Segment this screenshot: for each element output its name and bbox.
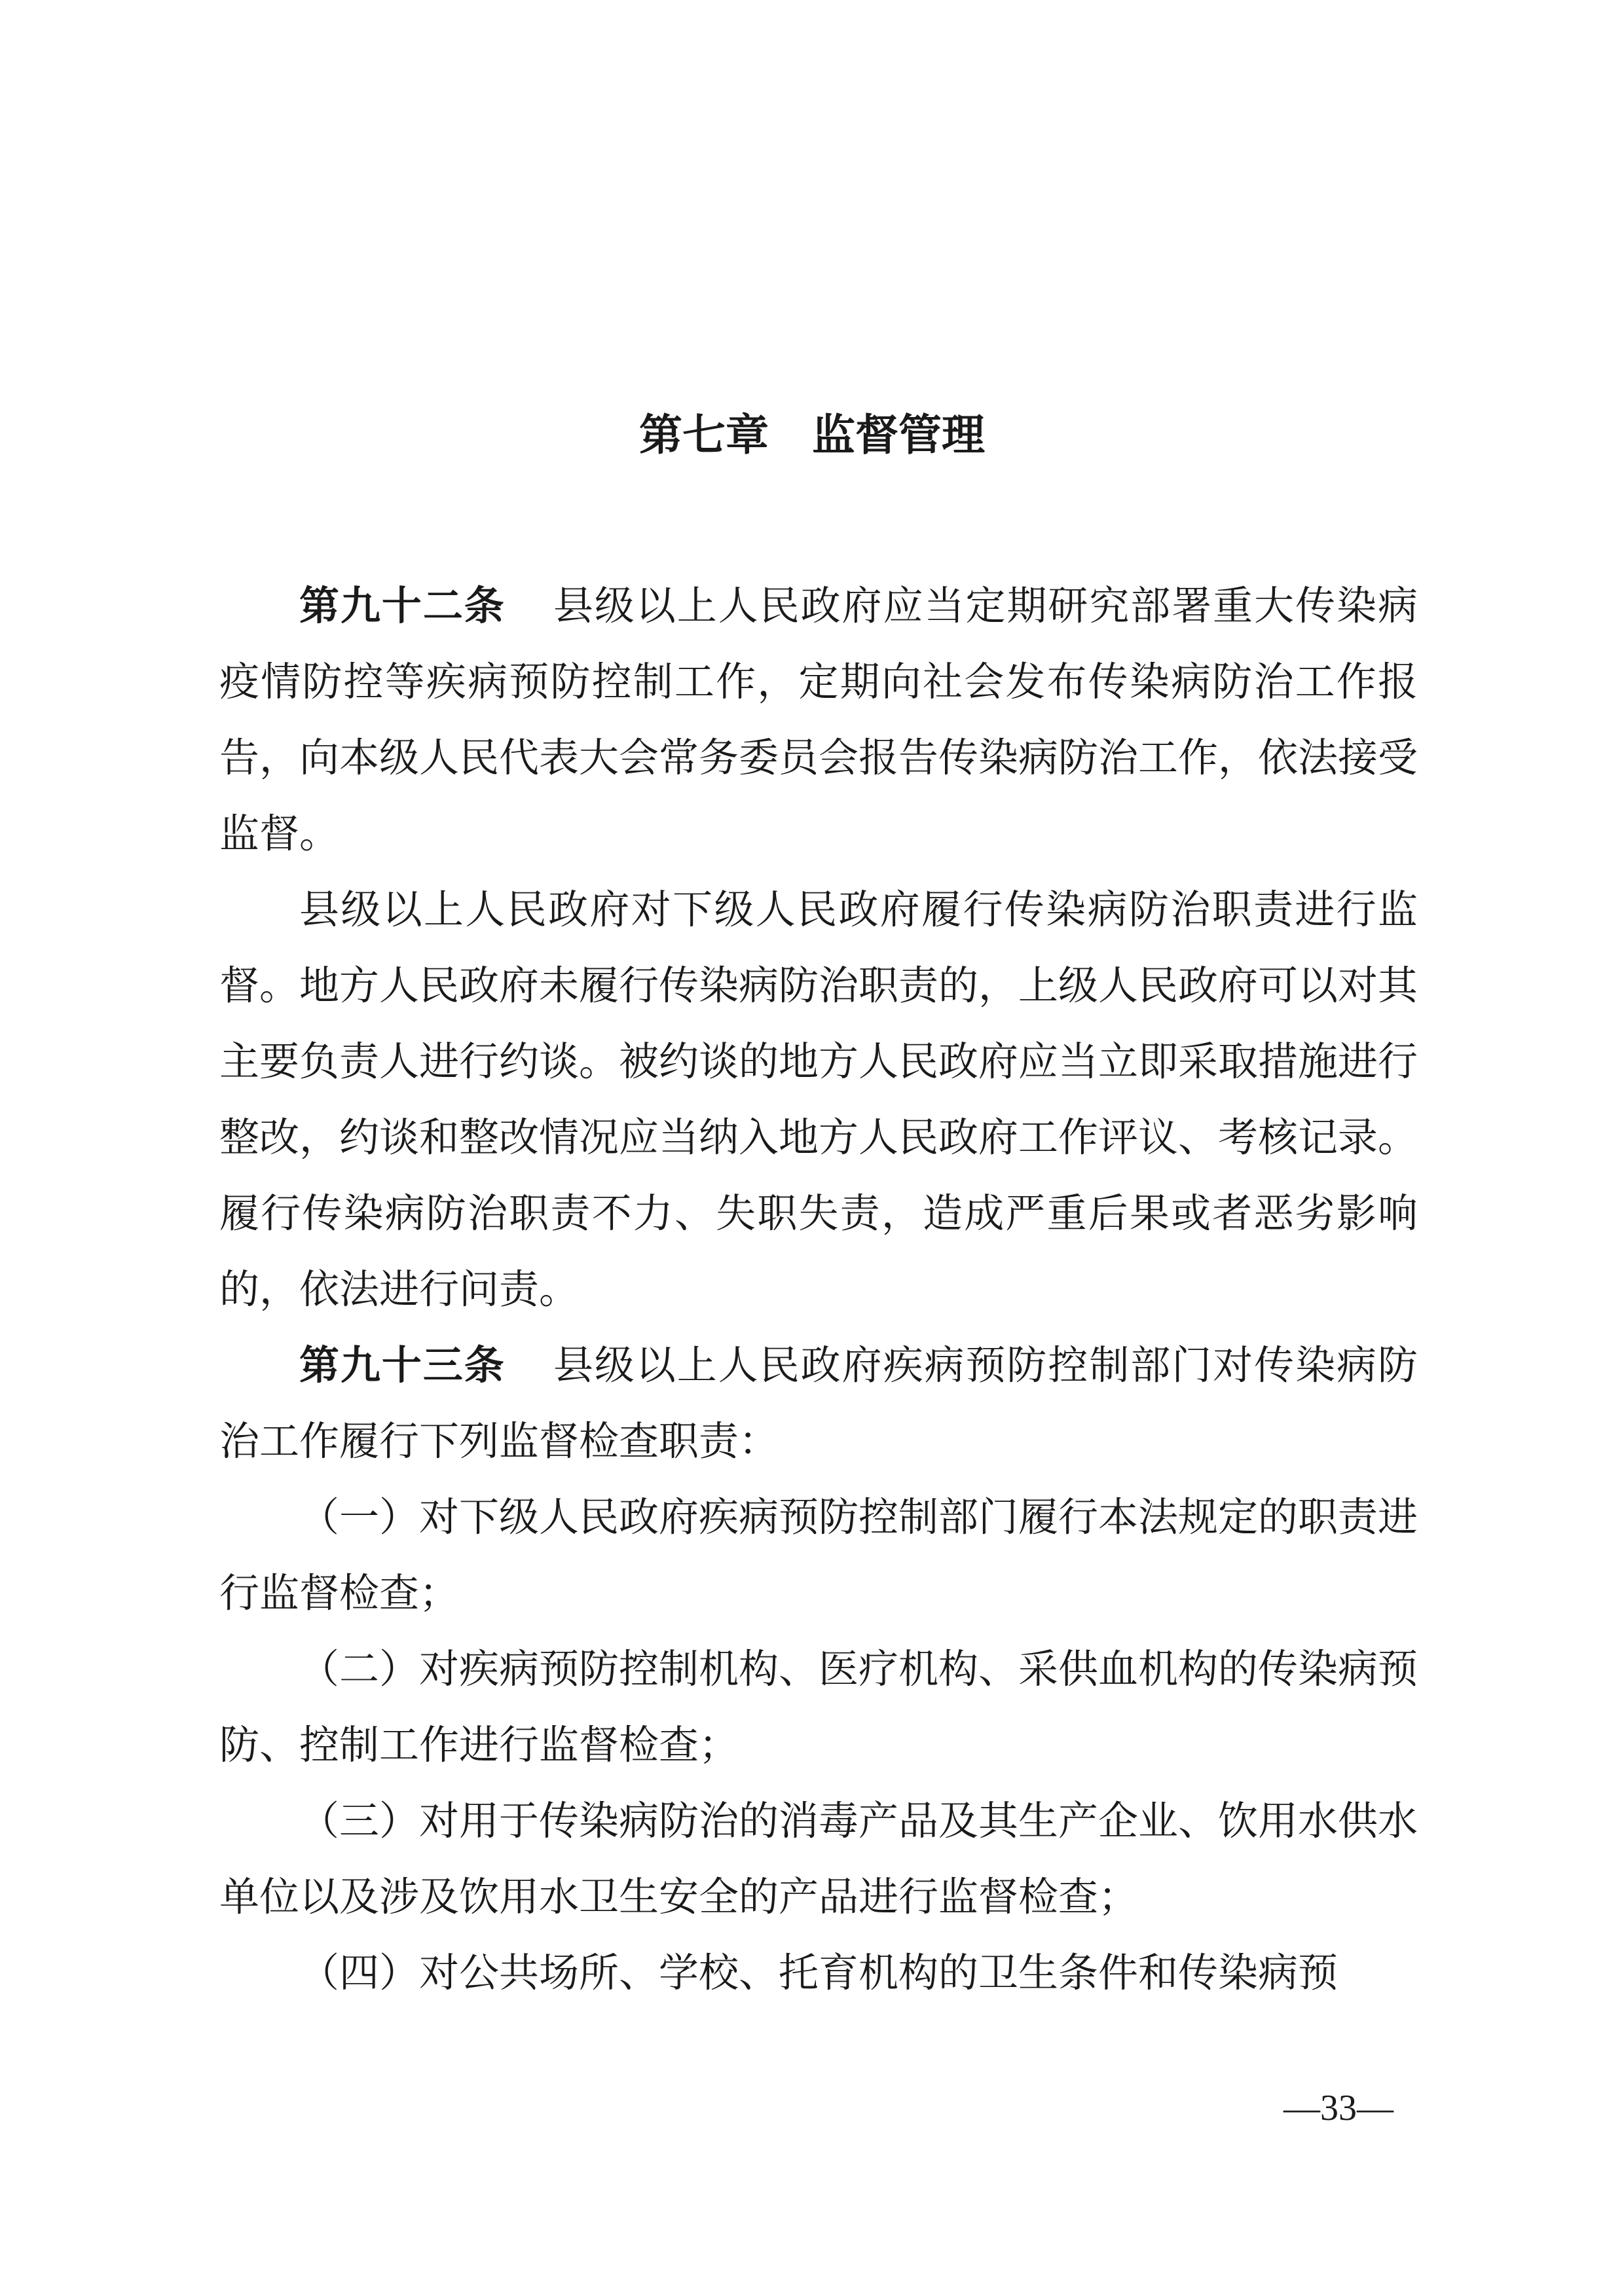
article-93-heading: 第九十三条 [299, 1342, 506, 1389]
article-93-item-2: （二）对疾病预防控制机构、医疗机构、采供血机构的传染病预防、控制工作进行监督检查； [219, 1646, 1418, 1768]
article-93-item-1: （一）对下级人民政府疾病预防控制部门履行本法规定的职责进行监督检查； [219, 1494, 1418, 1616]
article-93-text: 县级以上人民政府疾病预防控制部门对传染病防治工作履行下列监督检查职责： [219, 1342, 1418, 1465]
page-number: —33— [1283, 2088, 1393, 2128]
article-92-heading: 第九十二条 [299, 583, 506, 629]
chapter-title: 第七章 监督管理 [639, 410, 985, 460]
article-93-item-3: （三）对用于传染病防治的消毒产品及其生产企业、饮用水供水单位以及涉及饮用水卫生安全的产品进行监督检查； [219, 1798, 1418, 1920]
article-92-text: 县级以上人民政府应当定期研究部署重大传染病疫情防控等疾病预防控制工作，定期向社会发布传染病防治工作报告，向本级人民代表大会常务委员会报告传染病防治工作，依法接受监督。 [219, 583, 1418, 857]
article-92-paragraph-2: 县级以上人民政府对下级人民政府履行传染病防治职责进行监督。地方人民政府未履行传染病防治职责的，上级人民政府可以对其主要负责人进行约谈。被约谈的地方人民政府应当立即采取措施进行整改，约谈和整改情况应当纳入地方人民政府工作评议、考核记录。履行传染病防治职责不力、失职失责，造成严重后果或者恶劣影响的，依法进行问责。 [219, 886, 1418, 1313]
article-93-item-4: （四）对公共场所、学校、托育机构的卫生条件和传染病预 [299, 1950, 1338, 1996]
article-93-paragraph-1 [219, 1328, 1418, 1480]
article-92-paragraph-1 [219, 568, 1418, 872]
document-body [219, 568, 1418, 2011]
